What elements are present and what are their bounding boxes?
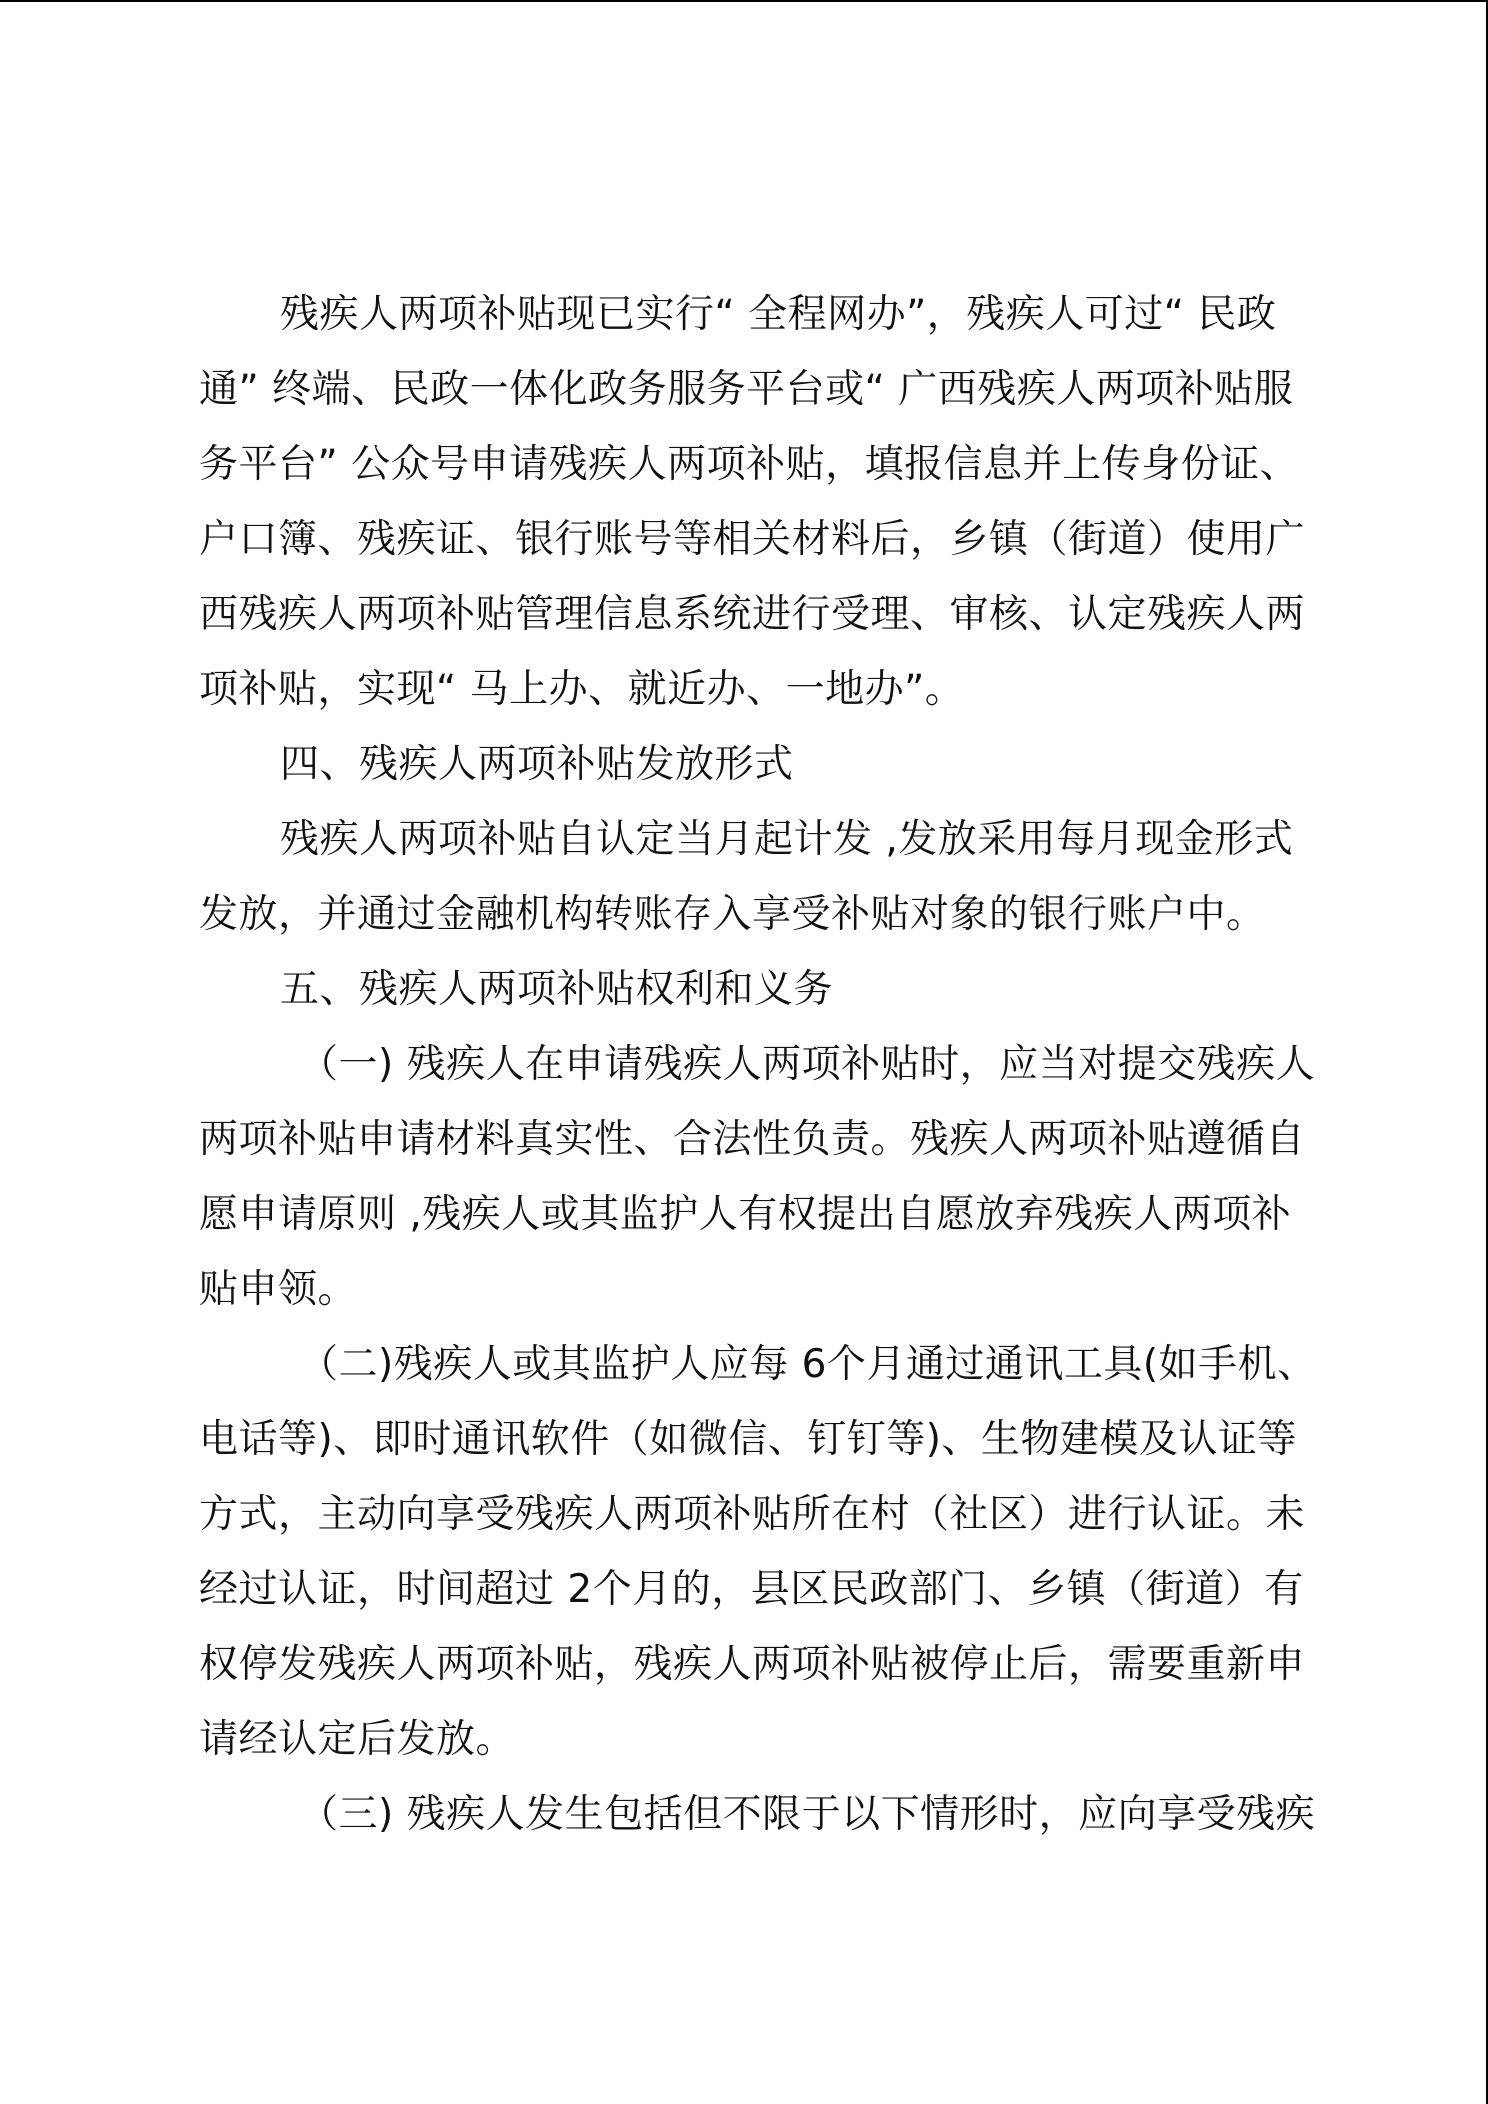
paragraph-line: 户口簿、残疾证、银行账号等相关材料后，乡镇（街道）使用广: [199, 517, 1306, 562]
paragraph-line: 愿申请原则 ,残疾人或其监护人有权提出自愿放弃残疾人两项补: [199, 1192, 1292, 1237]
paragraph-line: 经过认证，时间超过 2个月的，县区民政部门、乡镇（街道）有: [199, 1567, 1304, 1612]
paragraph-line: 电话等)、即时通讯软件（如微信、钉钉等)、生物建模及认证等: [199, 1417, 1297, 1462]
paragraph-line: 残疾人两项补贴自认定当月起计发 ,发放采用每月现金形式: [280, 817, 1294, 862]
paragraph-line: 西残疾人两项补贴管理信息系统进行受理、审核、认定残疾人两: [199, 592, 1306, 637]
paragraph-line: 请经认定后发放。: [199, 1717, 516, 1762]
paragraph-line: 通” 终端、民政一体化政务服务平台或“ 广西残疾人两项补贴服: [199, 367, 1294, 412]
paragraph-line: 务平台” 公众号申请残疾人两项补贴，填报信息并上传身份证、: [199, 442, 1300, 487]
section-heading: 四、残疾人两项补贴发放形式: [280, 742, 794, 787]
paragraph-line: 残疾人两项补贴现已实行“ 全程网办”，残疾人可过“ 民政: [280, 292, 1277, 337]
document-body: [199, 277, 1317, 1852]
paragraph-line: （三) 残疾人发生包括但不限于以下情形时，应向享受残疾: [299, 1792, 1316, 1837]
paragraph-line: （一) 残疾人在申请残疾人两项补贴时，应当对提交残疾人: [299, 1042, 1316, 1087]
paragraph-line: 项补贴，实现“ 马上办、就近办、一地办”。: [199, 667, 965, 712]
paragraph-line: 发放，并通过金融机构转账存入享受补贴对象的银行账户中。: [199, 892, 1266, 937]
paragraph-line: 方式，主动向享受残疾人两项补贴所在村（社区）进行认证。未: [199, 1492, 1306, 1537]
paragraph-line: 两项补贴申请材料真实性、合法性负责。残疾人两项补贴遵循自: [199, 1117, 1306, 1162]
paragraph-line: 权停发残疾人两项补贴，残疾人两项补贴被停止后，需要重新申: [199, 1642, 1306, 1687]
paragraph-line: （二)残疾人或其监护人应每 6个月通过通讯工具(如手机、: [299, 1342, 1317, 1387]
paragraph-line: 贴申领。: [199, 1267, 358, 1312]
section-heading: 五、残疾人两项补贴权利和义务: [280, 967, 834, 1012]
